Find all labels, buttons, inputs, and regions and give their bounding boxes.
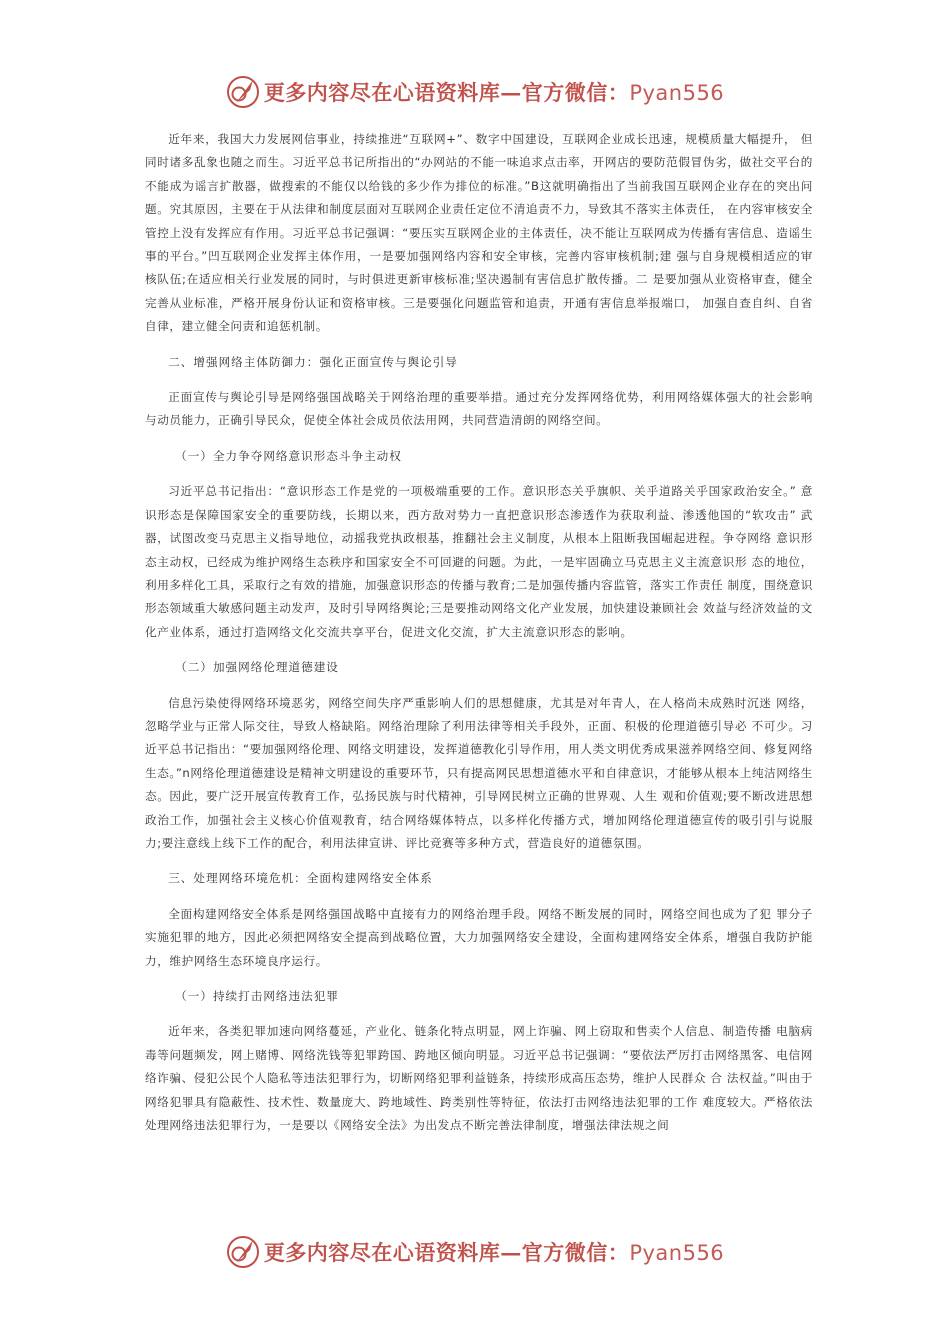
- subsection-heading-2-2: （二）加强网络伦理道德建设: [175, 660, 339, 675]
- subsection-heading-2-1: （一）全力争夺网络意识形态斗争主动权: [175, 448, 402, 463]
- banner-main-text: 更多内容尽在心语资料库—官方微信：: [263, 80, 630, 105]
- section-heading-3: 三、处理网络环境危机：全面构建网络安全体系: [168, 871, 433, 886]
- paragraph-6: 近年来，各类犯罪加速向网络蔓延，产业化、链条化特点明显，网上诈骗、网上窃取和售卖个人信息、制造传播 电脑病毒等问题频发，网上赌博、网络洗钱等犯罪跨国、跨地区倾向明显。习近平总书记强调：“要依法严厉打击网络黑客、电信网络诈骗、侵犯公民个人隐私等违法犯罪行为，切断网络犯罪利益链条，持续形成高压态势，维护人民群众 合 法权益。”叫由于网络犯罪具有隐蔽性、技术性、数量庞大、跨地域性、跨类别性等特征，依法打击网络违法犯罪的工作 难度较大。严格依法处理网络违法犯罪行为，一是要以《网络安全法》为出发点不断完善法律制度，增强法律法规之间: [145, 1024, 813, 1133]
- wechat-id: Pyan556: [629, 81, 725, 105]
- paragraph-3: 习近平总书记指出：“意识形态工作是党的一项极端重要的工作。意识形态关乎旗帜、关乎道路关乎国家政治安全。” 意识形态是保障国家安全的重要防线，长期以来，西方敌对势力一直把意识形态渗透作为获取利益、渗透他国的“软攻击” 武器，试图改变马克思主义指导地位，动摇我党执政根基，推翻社会主义制度，从根本上阻断我国崛起进程。争夺网络 意识形态主动权，已经成为维护网络生态秩序和国家安全不可回避的问题。为此，一是牢固确立马克思主义主流意识形 态的地位，利用多样化工具，采取行之有效的措施，加强意识形态的传播与教育;二是加强传播内容监管，落实工作责任 制度，围绕意识形态领域重大敏感问题主动发声，及时引导网络舆论;三是要推动网络文化产业发展，加快建设兼顾社会 效益与经济效益的文化产业体系，通过打造网络文化交流共享平台，促进文化交流，扩大主流意识形态的影响。: [145, 484, 813, 639]
- banner-text: [264, 77, 724, 107]
- footer-banner: [0, 1232, 950, 1272]
- paragraph-2: 正面宣传与舆论引导是网络强国战略关于网络治理的重要举措。通过充分发挥网络优势，利用网络媒体强大的社会影响与动员能力，正确引导民众，促使全体社会成员依法用网，共同营造清朗的网络空间。: [145, 390, 813, 428]
- quill-logo-icon: [226, 1235, 260, 1269]
- paragraph-1: 近年来，我国大力发展网信事业，持续推进“互联网+”、数字中国建设，互联网企业成长迅速，规模质量大幅提升， 但同时诸多乱象也随之而生。习近平总书记所指出的“办网站的不能一味追求点击率，开网店的要防范假冒伪劣，做社交平台的不能成为谣言扩散器，做搜索的不能仅以给钱的多少作为排位的标准。”B这就明确指出了当前我国互联网企业存在的突出问题。究其原因，主要在于从法律和制度层面对互联网企业责任定位不清追责不力，导致其不落实主体责任， 在内容审核安全管控上没有发挥应有作用。习近平总书记强调：“要压实互联网企业的主体责任，决不能让互联网成为传播有害信息、造谣生事的平台。”凹互联网企业发挥主体作用，一是要加强网络内容和安全审核，完善内容审核机制;建 强与自身规模相适应的审核队伍;在适应相关行业发展的同时，与时俱进更新审核标准;坚决遏制有害信息扩散传播。二 是要加强从业资格审查，健全完善从业标准，严格开展身份认证和资格审核。三是要强化问题监管和追责，开通有害信息举报端口， 加强自查自纠、自省自律，建立健全问责和追惩机制。: [145, 132, 813, 334]
- subsection-heading-3-1: （一）持续打击网络违法犯罪: [175, 989, 339, 1003]
- wechat-id: Pyan556: [629, 1241, 725, 1265]
- banner-main-text: 更多内容尽在心语资料库—官方微信：: [263, 1240, 630, 1265]
- paragraph-4: 信息污染使得网络环境恶劣，网络空间失序严重影响人们的思想健康，尤其是对年青人，在人格尚未成熟时沉迷 网络，忽略学业与正常人际交往，导致人格缺陷。网络治理除了利用法律等相关手段外，正面、积极的伦理道德引导必 不可少。习近平总书记指出：“要加强网络伦理、网络文明建设，发挥道德教化引导作用，用人类文明优秀成果滋养网络空间、修复网络生态。”n网络伦理道德建设是精神文明建设的重要环节，只有提高网民思想道德水平和自律意识，才能够从根本上纯洁网络生态。因此，要广泛开展宣传教育工作，弘扬民族与时代精神，引导网民树立正确的世界观、人生 观和价值观;要不断改进思想政治工作，加强社会主义核心价值观教育，结合网络媒体特点，以多样化传播方式，增加网络伦理道德宣传的吸引引与说服力;要注意线上线下工作的配合，利用法律宣讲、评比竞赛等多种方式，营造良好的道德氛围。: [145, 695, 813, 850]
- document-body: [145, 128, 813, 1137]
- section-heading-2: 二、增强网络主体防御力：强化正面宣传与舆论引导: [168, 354, 458, 369]
- banner-text: [264, 1237, 724, 1267]
- paragraph-5: 全面构建网络安全体系是网络强国战略中直接有力的网络治理手段。网络不断发展的同时，网络空间也成为了犯 罪分子实施犯罪的地方，因此必须把网络安全提高到战略位置，大力加强网络安全建设，全面构建网络安全体系，增强自我防护能力，维护网络生态环境良序运行。: [145, 906, 813, 968]
- quill-logo-icon: [226, 75, 260, 109]
- header-banner: [0, 72, 950, 112]
